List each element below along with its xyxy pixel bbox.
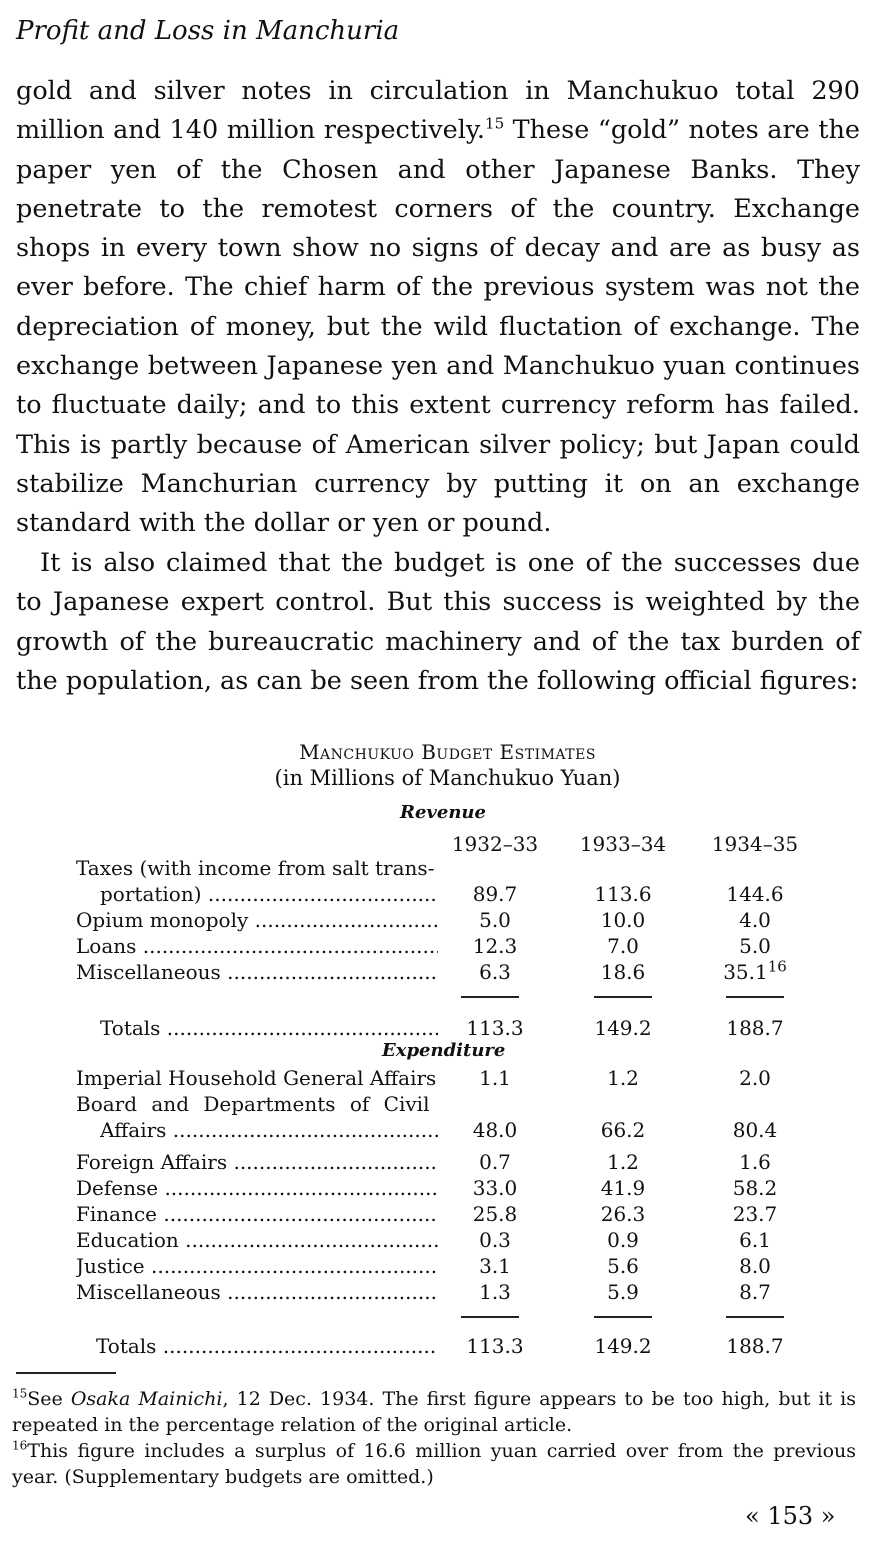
table-cell: 66.2 <box>600 1118 646 1142</box>
table-cell: 1.2 <box>607 1066 639 1090</box>
revenue-row-label: Opium monopoly ..... <box>76 908 438 932</box>
rule <box>461 996 519 998</box>
paragraph-1-rest: These “gold” notes are the paper yen of the Chosen and other Japanese Banks. They penetrate to the remotest corners of the country. Exchange shops in every town show no signs of decay and are as busy as ever before. The chief harm of the previous system was not the depreciation of money, but the wild fluctation of exchange. The exchange between Japanese yen and Manchukuo yuan continues to fluctuate daily; and to this extent currency reform has failed. This is partly because of American silver policy; but Japan could stabilize Manchurian currency by putting it on an exchange standard with the dollar or yen or pound. <box>16 115 860 539</box>
table-cell: 8.0 <box>739 1254 771 1278</box>
rule <box>594 996 652 998</box>
table-cell: 1.6 <box>739 1150 771 1174</box>
expenditure-row-label: Board and Departments of Civil <box>76 1092 430 1116</box>
revenue-row-label: Loans ..... <box>76 934 438 958</box>
year-header-2: 1933–34 <box>579 832 667 856</box>
table-cell: 1.2 <box>607 1150 639 1174</box>
table-cell: 4.0 <box>739 908 771 932</box>
table-cell-value: 35.1 <box>723 960 768 984</box>
table-title: Manchukuo Budget Estimates <box>299 740 596 764</box>
running-head: Profit and Loss in Manchuria <box>16 16 400 46</box>
table-cell: 6.1 <box>739 1228 771 1252</box>
revenue-total-label: Totals ..... <box>100 1016 438 1040</box>
table-cell: 89.7 <box>472 882 518 906</box>
table-cell: 41.9 <box>600 1176 646 1200</box>
table-cell: 26.3 <box>600 1202 646 1226</box>
rule <box>461 1316 519 1318</box>
revenue-heading: Revenue <box>400 802 486 823</box>
table-cell: 0.3 <box>479 1228 511 1252</box>
paragraph-1-text: gold and silver notes in circulation in Manchukuo total 290 million and 140 million respectively. <box>16 76 860 146</box>
footnote-text: This figure includes a surplus of 16.6 million yuan carried over from the previous year. (Supplementary budgets are omitted.) <box>12 1440 856 1488</box>
footnote-text: , 12 Dec. 1934. The first figure appears to be too high, but it is repeated in the percentage relation of the original article. <box>12 1388 856 1436</box>
footnote-ref-15[interactable]: 15 <box>485 114 505 133</box>
table-cell: 2.0 <box>739 1066 771 1090</box>
rule <box>726 1316 784 1318</box>
footnote-text: See <box>27 1388 71 1410</box>
table-cell: 0.9 <box>607 1228 639 1252</box>
table-cell: 48.0 <box>472 1118 518 1142</box>
table-cell: 8.7 <box>739 1280 771 1304</box>
paragraph-2-text: It is also claimed that the budget is one of the successes due to Japanese expert control. But this success is weighted by the growth of the bureaucratic machinery and of the tax burden of the population, as can be seen from the following official figures: <box>16 548 860 696</box>
table-cell: 58.2 <box>732 1176 778 1200</box>
table-cell: 149.2 <box>594 1016 652 1040</box>
table-cell: 188.7 <box>726 1334 784 1358</box>
table-cell: 12.3 <box>472 934 518 958</box>
table-subtitle: (in Millions of Manchukuo Yuan) <box>274 766 621 790</box>
year-header-1: 1932–33 <box>451 832 539 856</box>
rule <box>594 1316 652 1318</box>
table-cell: 0.7 <box>479 1150 511 1174</box>
rule <box>726 996 784 998</box>
revenue-row-label-cont: portation) ..... <box>100 882 438 906</box>
table-cell: 23.7 <box>732 1202 778 1226</box>
revenue-row-label: Miscellaneous ..... <box>76 960 438 984</box>
table-cell: 5.6 <box>607 1254 639 1278</box>
expenditure-row-label: Finance ..... <box>76 1202 438 1226</box>
expenditure-total-label: Totals ..... <box>96 1334 438 1358</box>
revenue-row-label: Taxes (with income from salt trans- <box>76 856 435 880</box>
footnote-source-title: Osaka Mainichi <box>70 1388 223 1410</box>
table-cell: 33.0 <box>472 1176 518 1200</box>
table-cell: 113.6 <box>594 882 652 906</box>
expenditure-row-label: Foreign Affairs ..... <box>76 1150 438 1174</box>
table-cell: 188.7 <box>726 1016 784 1040</box>
table-cell: 5.9 <box>607 1280 639 1304</box>
year-header-3: 1934–35 <box>711 832 799 856</box>
table-cell: 113.3 <box>466 1334 524 1358</box>
expenditure-heading: Expenditure <box>382 1040 506 1061</box>
table-cell <box>700 957 810 984</box>
table-cell: 5.0 <box>479 908 511 932</box>
expenditure-row-label: Miscellaneous ..... <box>76 1280 438 1304</box>
table-cell: 5.0 <box>739 934 771 958</box>
table-cell: 1.1 <box>479 1066 511 1090</box>
footnote-rule <box>16 1372 116 1374</box>
table-cell: 144.6 <box>726 882 784 906</box>
table-cell: 149.2 <box>594 1334 652 1358</box>
expenditure-row-label: Defense ..... <box>76 1176 438 1200</box>
paragraph-1 <box>16 72 860 544</box>
footnote-15 <box>12 1386 856 1438</box>
table-cell: 3.1 <box>479 1254 511 1278</box>
table-cell: 10.0 <box>600 908 646 932</box>
footnote-mark: 16 <box>12 1438 28 1453</box>
table-cell: 80.4 <box>732 1118 778 1142</box>
page-number: « 153 » <box>745 1502 836 1530</box>
expenditure-row-label: Imperial Household General Affairs <box>76 1066 437 1090</box>
table-cell: 7.0 <box>607 934 639 958</box>
table-cell: 6.3 <box>479 960 511 984</box>
footnote-ref-16[interactable]: 16 <box>767 957 787 976</box>
footnote-16 <box>12 1438 856 1490</box>
expenditure-row-label: Education ..... <box>76 1228 438 1252</box>
table-cell: 25.8 <box>472 1202 518 1226</box>
expenditure-row-label-cont: Affairs ..... <box>100 1118 438 1142</box>
table-cell: 1.3 <box>479 1280 511 1304</box>
table-cell: 18.6 <box>600 960 646 984</box>
paragraph-2 <box>16 544 860 701</box>
expenditure-row-label: Justice ..... <box>76 1254 438 1278</box>
table-cell: 113.3 <box>466 1016 524 1040</box>
footnote-mark: 15 <box>12 1386 28 1401</box>
